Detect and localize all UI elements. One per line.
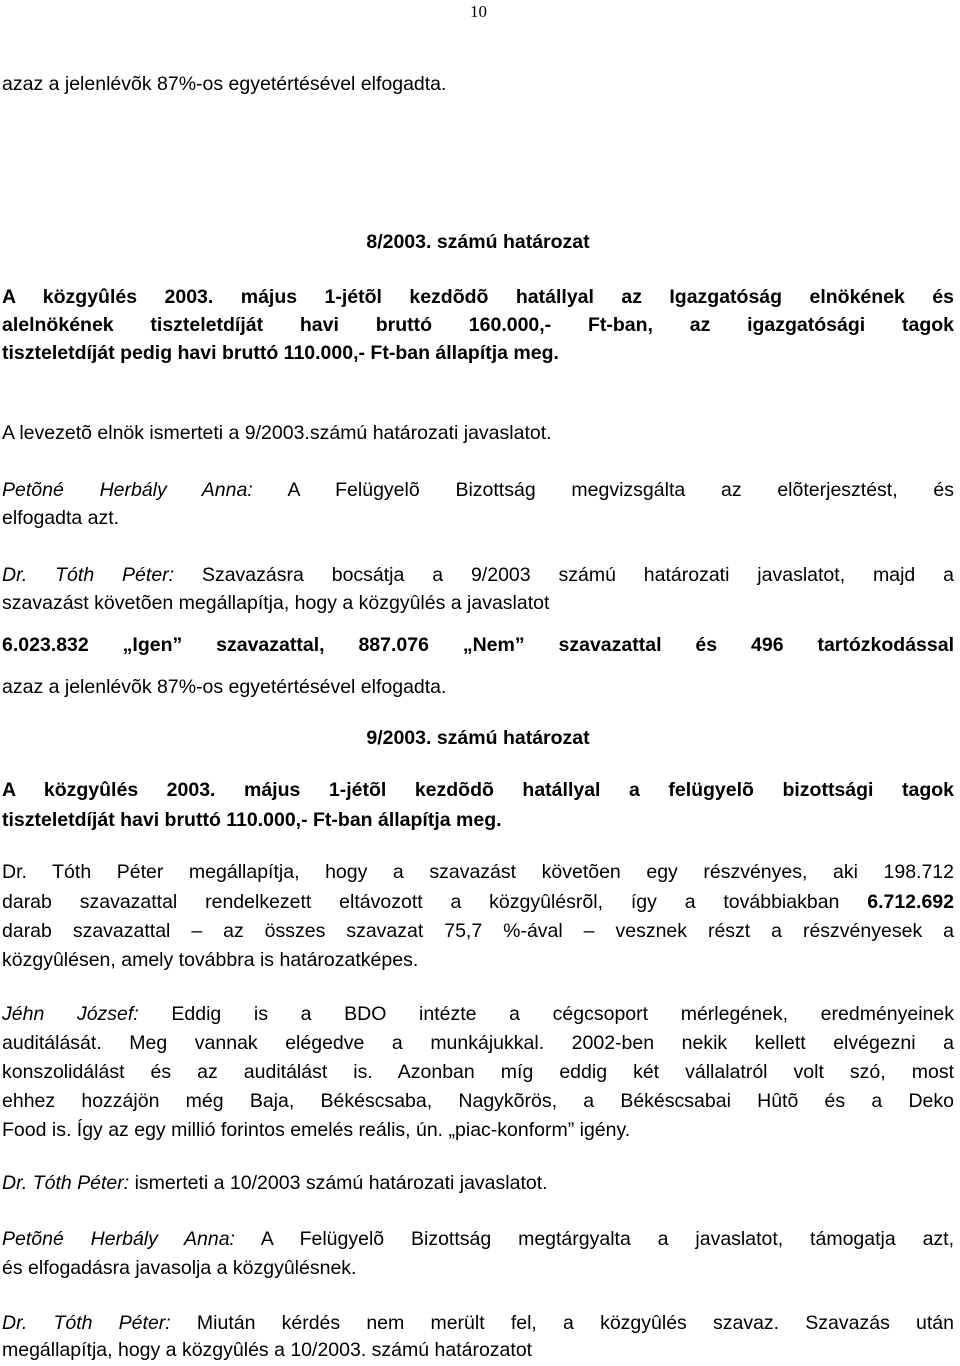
body-line: megállapítja, hogy a közgyûlés a 10/2003. számú határozatot <box>2 1339 533 1361</box>
body-line: elfogadta azt. <box>2 507 120 529</box>
speech-text: ismerteti a 10/2003 számú határozati javaslatot. <box>129 1172 548 1194</box>
resolution-title: 8/2003. számú határozat <box>366 231 590 253</box>
speaker-name: Petõné Herbály Anna: <box>2 1228 235 1250</box>
speaker-name: Petõné Herbály Anna: <box>2 479 253 501</box>
speaker-line <box>2 478 954 503</box>
body-line: azaz a jelenlévõk 87%-os egyetértésével elfogadta. <box>2 73 447 95</box>
speaker-name: Dr. Tóth Péter: <box>2 1312 171 1334</box>
body-line: és elfogadásra javasolja a közgyûlésnek. <box>2 1257 357 1279</box>
speech-text: Szavazásra bocsátja a 9/2003 számú határozati javaslatot, majd a <box>174 564 954 586</box>
body-line <box>2 890 954 915</box>
body-text: darab szavazattal rendelkezett eltávozott a közgyûlésrõl, így a továbbiakban <box>2 891 868 913</box>
body-line: Dr. Tóth Péter megállapítja, hogy a szavazást követõen egy részvényes, aki 198.712 <box>2 861 954 883</box>
resolution-text-line: A közgyûlés 2003. május 1-jétõl kezdõdõ hatállyal az Igazgatóság elnökének és <box>2 286 954 308</box>
speaker-line <box>2 563 954 588</box>
resolution-text-line: tiszteletdíját havi bruttó 110.000,- Ft-ban állapítja meg. <box>2 809 502 831</box>
speaker-line <box>2 1311 954 1336</box>
speaker-line <box>2 1171 954 1196</box>
speaker-name: Jéhn József: <box>2 1003 139 1025</box>
speech-text: A Felügyelõ Bizottság megtárgyalta a javaslatot, támogatja azt, <box>234 1228 954 1250</box>
body-line: darab szavazattal – az összes szavazat 75,7 %-ával – vesznek részt a részvényesek a <box>2 920 954 942</box>
body-line: Food is. Így az egy millió forintos emelés reális, ún. „piac-konform” igény. <box>2 1119 631 1141</box>
body-line: szavazást követõen megállapítja, hogy a közgyûlés a javaslatot <box>2 592 550 614</box>
speaker-line <box>2 1227 954 1252</box>
vote-count: 6.712.692 <box>867 891 954 913</box>
resolution-title: 9/2003. számú határozat <box>366 727 590 749</box>
resolution-text-line: tiszteletdíját pedig havi bruttó 110.000,- Ft-ban állapítja meg. <box>2 342 559 364</box>
page-number: 10 <box>470 2 487 21</box>
resolution-text-line: A közgyûlés 2003. május 1-jétõl kezdõdõ hatállyal a felügyelõ bizottsági tagok <box>2 779 954 801</box>
speech-text: Miután kérdés nem merült fel, a közgyûlés szavaz. Szavazás után <box>170 1312 954 1334</box>
resolution-text-line: alelnökének tiszteletdíját havi bruttó 160.000,- Ft-ban, az igazgatósági tagok <box>2 314 954 336</box>
speech-text: A Felügyelõ Bizottság megvizsgálta az elõterjesztést, és <box>252 479 954 501</box>
speech-text: Eddig is a BDO intézte a cégcsoport mérlegének, eredményeinek <box>138 1003 954 1025</box>
body-line: A levezetõ elnök ismerteti a 9/2003.számú határozati javaslatot. <box>2 422 552 444</box>
vote-result-line: 6.023.832 „Igen” szavazattal, 887.076 „Nem” szavazattal és 496 tartózkodással <box>2 634 954 656</box>
body-line: azaz a jelenlévõk 87%-os egyetértésével elfogadta. <box>2 676 447 698</box>
body-line: auditálását. Meg vannak elégedve a munkájukkal. 2002-ben nekik kellett elvégezni a <box>2 1032 954 1054</box>
body-line: konszolidálást és az auditálást is. Azonban míg eddig két vállalatról volt szó, most <box>2 1061 954 1083</box>
speaker-name: Dr. Tóth Péter: <box>2 1172 130 1194</box>
body-line: ehhez hozzájön még Baja, Békéscsaba, Nagykõrös, a Békéscsabai Hûtõ és a Deko <box>2 1090 954 1112</box>
speaker-line <box>2 1002 954 1027</box>
speaker-name: Dr. Tóth Péter: <box>2 564 175 586</box>
body-line: közgyûlésen, amely továbbra is határozatképes. <box>2 949 419 971</box>
